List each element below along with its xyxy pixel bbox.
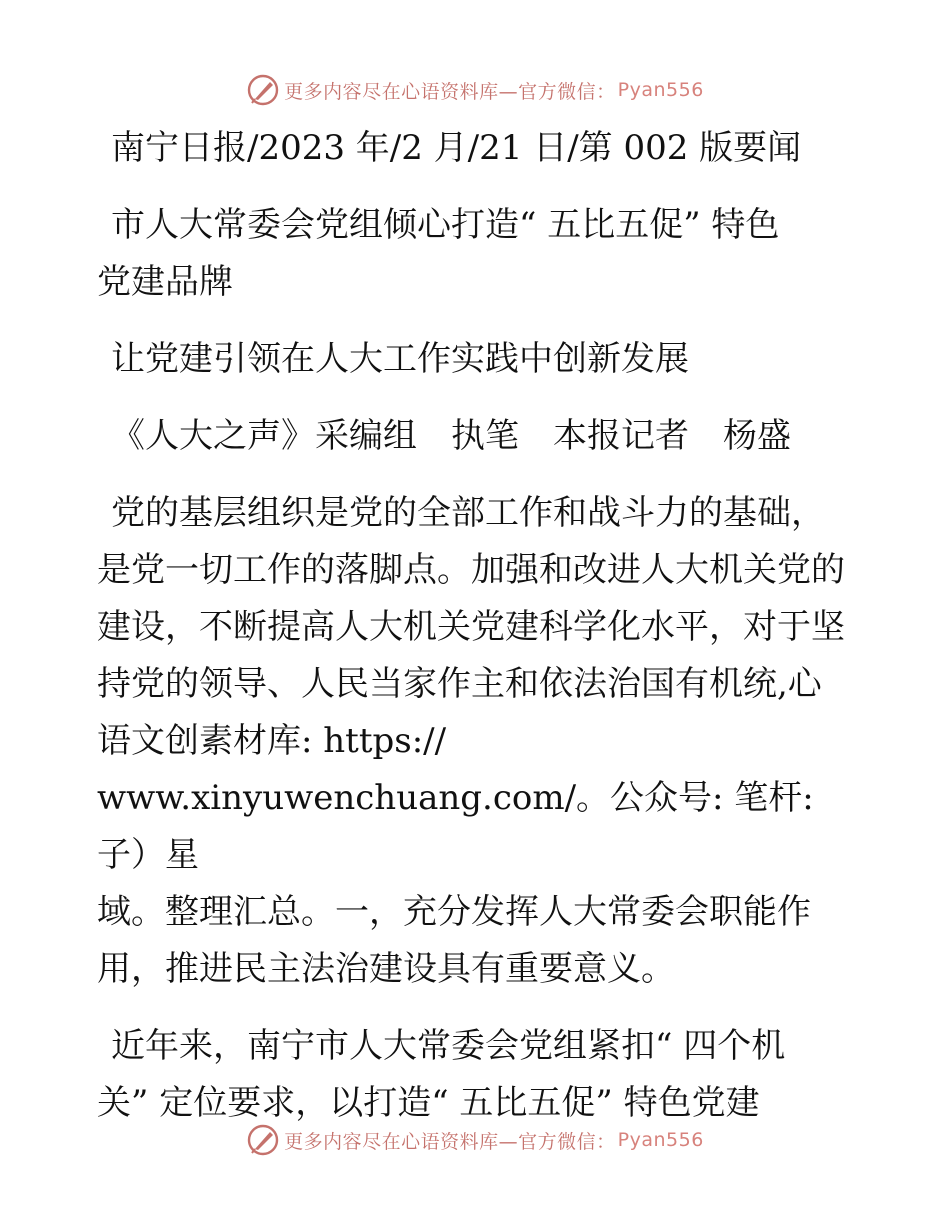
paragraph-line: 党的基层组织是党的全部工作和战斗力的基础， [111,493,825,533]
article-subtitle: 让党建引领在人大工作实践中创新发展 [111,339,689,379]
quill-pen-logo-icon [246,1123,280,1157]
quill-pen-logo-icon [246,73,280,107]
article-title-line-1: 市人大常委会党组倾心打造“ 五比五促” 特色 [111,205,780,245]
banner-text: 更多内容尽在心语资料库—官方微信： [284,80,616,103]
paragraph-line: 近年来，南宁市人大常委会党组紧扣“ 四个机 [111,1026,786,1066]
paragraph-line: 持党的领导、人民当家作主和依法治国有机统,心 [97,664,822,704]
paragraph-line: 是党一切工作的落脚点。加强和改进人大机关党的 [97,550,845,590]
article-byline: 《人大之声》采编组 执笔 本报记者 杨盛 [111,416,791,456]
paragraph-line: 域。整理汇总。一，充分发挥人大常委会职能作 [97,892,811,932]
paragraph-line: 关” 定位要求，以打造“ 五比五促” 特色党建 [97,1083,760,1123]
banner-wechat-id: Pyan556 [617,79,704,101]
bottom-watermark-banner [0,1120,950,1160]
paragraph-line: 用，推进民主法治建设具有重要意义。 [97,949,675,989]
paragraph-1 [97,485,857,998]
document-body [97,120,857,1132]
article-title-line-2: 党建品牌 [97,262,233,302]
banner-text: 更多内容尽在心语资料库—官方微信： [284,1130,616,1153]
banner-wechat-id: Pyan556 [617,1129,704,1151]
paragraph-line: 建设，不断提高人大机关党建科学化水平，对于坚 [97,607,845,647]
paragraph-line: www.xinyuwenchuang.com/。公众号: 笔杆:子）星 [97,778,814,875]
paragraph-2 [97,1018,857,1132]
newspaper-header: 南宁日报/2023 年/2 月/21 日/第 002 版要闻 [111,128,802,168]
top-watermark-banner [0,70,950,110]
paragraph-line: 语文创素材库: https:// [97,721,447,761]
